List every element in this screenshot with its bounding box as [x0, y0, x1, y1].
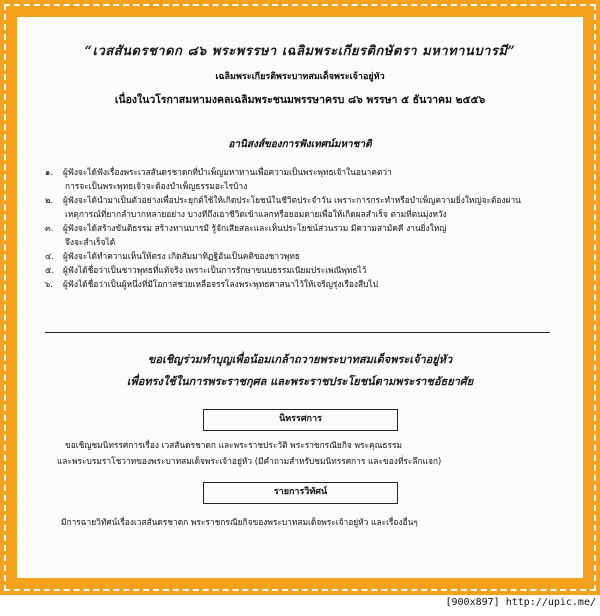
list-item-text: ผู้ฟังจะได้นำมาเป็นตัวอย่างเพื่อประยุกต์ใช้ให้เกิดประโยชน์ในชีวิตประจำวัน เพราะการกระทำหรือบำเพ็ญความยิ่งใหญ่จะต้องผ่าน — [63, 195, 521, 205]
exhibition-label-box: นิทรรศการ — [203, 409, 398, 431]
list-item-number: ๖. — [45, 279, 53, 289]
exhibition-text-line: และพระบรมราโชวาทของพระบาทสมเด็จพระเจ้าอยู่หัว (มีคำถามสำหรับชมนิทรรศการ และของที่ระลึกแจก) — [57, 456, 442, 466]
list-item-number: ๒. — [45, 195, 54, 205]
list-item-number: ๔. — [45, 251, 55, 261]
list-item — [45, 193, 565, 221]
list-item-text: ผู้ฟังจะได้ทำความเห็นให้ตรง เกิดสัมมาทิฏฐิอันเป็นคติของชาวพุทธ — [63, 251, 300, 261]
list-item-text: เหตุการณ์ที่ยากลำบากหลายอย่าง บางทีถึงเอาชีวิตเข้าแลกหรือยอมตายเพื่อให้เกิดผลสำเร็จ ตามที่ตนมุ่งหวัง — [65, 209, 447, 219]
list-item-text: ผู้ฟังจะได้ฟังเรื่องพระเวสสันดรชาดกที่บำเพ็ญมหาทานเพื่อความเป็นพระพุทธเจ้าในอนาคตว่า — [63, 167, 392, 177]
document-occasion: เนื่องในวโรกาสมหามงคลเฉลิมพระชนมพรรษาครบ ๘๖ พรรษา ๕ ธันวาคม ๒๕๕๖ — [114, 94, 486, 106]
list-item-text: การจะเป็นพระพุทธเจ้าจะต้องบำเพ็ญธรรมอะไรบ้าง — [65, 181, 248, 191]
watermark-text: [900x897] http://upic.me/ — [445, 597, 596, 608]
list-item-text: ผู้ฟังจะได้สร้างขันติธรรม สร้างทานบารมี รู้จักเสียสละและเห็นประโยชน์ส่วนรวม มีความสามัคคี งานยิ่งใหญ่ — [63, 223, 447, 233]
list-item-text: จึงจะสำเร็จได้ — [65, 237, 116, 247]
document-subtitle: เฉลิมพระเกียรติพระบาทสมเด็จพระเจ้าอยู่หัว — [215, 72, 385, 82]
list-item-number: ๓. — [45, 223, 54, 233]
benefits-list — [45, 165, 565, 291]
section-divider — [45, 332, 550, 333]
invitation-line: เพื่อทรงใช้ในการพระราชกุศล และพระราชประโยชน์ตามพระราชอัธยาศัย — [126, 375, 474, 388]
list-item — [45, 249, 565, 263]
video-program-description: มีการฉายวิทัศน์เรื่องเวสสันดรชาดก พระราชกรณียกิจของพระบาทสมเด็จพระเจ้าอยู่หัว และเรื่องอื่นๆ — [61, 517, 418, 527]
list-item-number: ๕. — [45, 265, 55, 275]
exhibition-text-line: ขอเชิญชมนิทรรศการเรื่อง เวสสันดรชาดก และพระราชประวัติ พระราชกรณียกิจ พระคุณธรรม — [65, 440, 402, 450]
list-item — [45, 277, 565, 291]
invitation-line: ขอเชิญร่วมทำบุญเพื่อน้อมเกล้าถวายพระบาทสมเด็จพระเจ้าอยู่หัว — [147, 353, 453, 366]
list-item — [45, 221, 565, 249]
benefits-heading: อานิสงส์ของการฟังเทศน์มหาชาติ — [228, 139, 372, 150]
exhibition-description — [57, 437, 547, 469]
list-item-text: ผู้ฟังได้ชื่อว่าเป็นชาวพุทธที่แท้จริง เพราะเป็นการรักษาขนบธรรมเนียมประเพณีพุทธไว้ — [63, 265, 367, 275]
list-item — [45, 263, 565, 277]
video-program-label-box: รายการวิทัศน์ — [203, 482, 398, 504]
list-item-number: ๑. — [45, 167, 53, 177]
scanned-document — [17, 17, 583, 578]
list-item — [45, 165, 565, 193]
list-item-text: ผู้ฟังได้ชื่อว่าเป็นผู้หนึ่งที่มีโอกาสช่วยเหลือจรรโลงพระพุทธศาสนาไว้ให้เจริญรุ่งเรืองสืบไป — [63, 279, 378, 289]
document-title: “เวสสันดรชาดก ๘๖ พระพรรษา เฉลิมพระเกียรติกษัตรา มหาทานบารมี” — [84, 44, 516, 59]
